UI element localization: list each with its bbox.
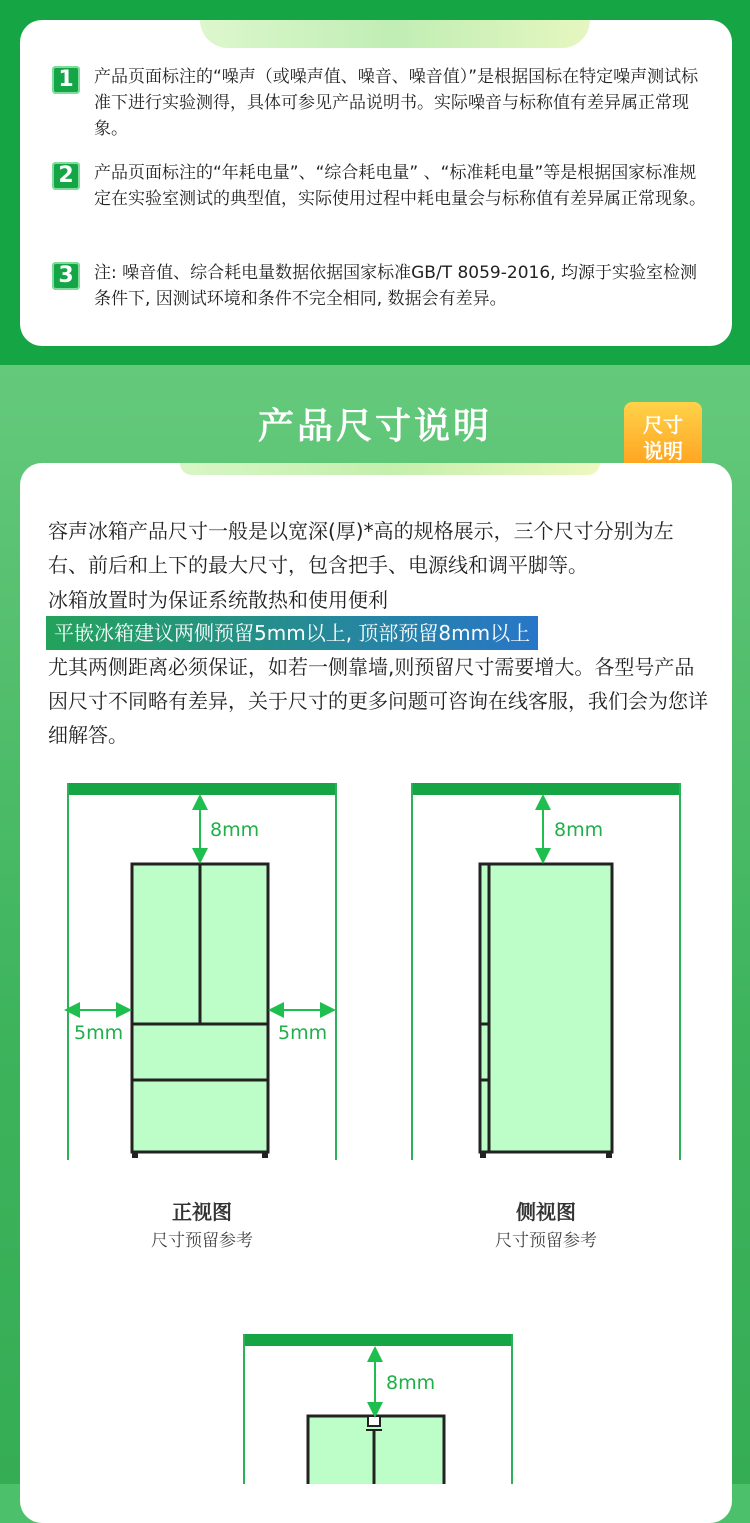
number-3-icon: 3 xyxy=(52,262,80,290)
front-view-title: 正视图 xyxy=(172,1200,232,1224)
card-top-glow xyxy=(180,463,600,475)
size-note-text: 尤其两侧距离必须保证，如若一侧靠墙,则预留尺寸需要增大。各型号产品因尺寸不同略有差异，关于尺寸的更多问题可咨询在线客服，我们会为您详细解答。 xyxy=(48,655,708,747)
side-view-title: 侧视图 xyxy=(516,1200,576,1224)
top-shelf xyxy=(244,1334,512,1346)
front-top-gap-label: 8mm xyxy=(210,819,260,841)
note-1 xyxy=(52,64,712,142)
note-3 xyxy=(52,260,712,312)
note-2-text: 产品页面标注的“年耗电量”、“综合耗电量” 、“标准耗电量”等是根据国家标准规定在实验室测试的典型值，实际使用过程中耗电量会与标称值有差异属正常现象。 xyxy=(94,163,706,209)
fridge-body xyxy=(480,864,612,1152)
front-view-subtitle: 尺寸预留参考 xyxy=(151,1231,253,1251)
top-shelf xyxy=(412,783,680,795)
badge-line-1: 尺寸 xyxy=(643,413,683,437)
top-view-diagram xyxy=(236,1326,526,1484)
front-view-diagram xyxy=(60,778,350,1178)
clearance-highlight: 平嵌冰箱建议两侧预留5mm以上, 顶部预留8mm以上 xyxy=(46,616,538,650)
top-gap-label: 8mm xyxy=(386,1372,436,1394)
note-2 xyxy=(52,160,712,212)
size-intro-text: 容声冰箱产品尺寸一般是以宽深(厚)*高的规格展示，三个尺寸分别为左右、前后和上下的最大尺寸，包含把手、电源线和调平脚等。 xyxy=(48,519,674,577)
side-view-diagram xyxy=(404,778,694,1178)
front-right-gap-label: 5mm xyxy=(278,1022,328,1044)
side-view-subtitle: 尺寸预留参考 xyxy=(495,1231,597,1251)
note-1-text: 产品页面标注的“噪声（或噪声值、噪音、噪音值）”是根据国标在特定噪声测试标准下进行实验测得，具体可参见产品说明书。实际噪音与标称值有差异属正常现象。 xyxy=(94,67,699,139)
number-2-icon: 2 xyxy=(52,162,80,190)
badge-line-2: 说明 xyxy=(643,439,683,463)
card-top-glow xyxy=(200,20,590,48)
notes-card xyxy=(20,20,732,346)
placement-text: 冰箱放置时为保证系统散热和使用便利 xyxy=(48,588,388,612)
section-title: 产品尺寸说明 xyxy=(257,406,492,447)
note-3-text: 注: 噪音值、综合耗电量数据依据国家标准GB/T 8059-2016, 均源于实验室检测条件下, 因测试环境和条件不完全相同, 数据会有差异。 xyxy=(94,263,697,309)
number-1-icon: 1 xyxy=(52,66,80,94)
front-left-gap-label: 5mm xyxy=(74,1022,124,1044)
top-shelf xyxy=(68,783,336,795)
side-top-gap-label: 8mm xyxy=(554,819,604,841)
